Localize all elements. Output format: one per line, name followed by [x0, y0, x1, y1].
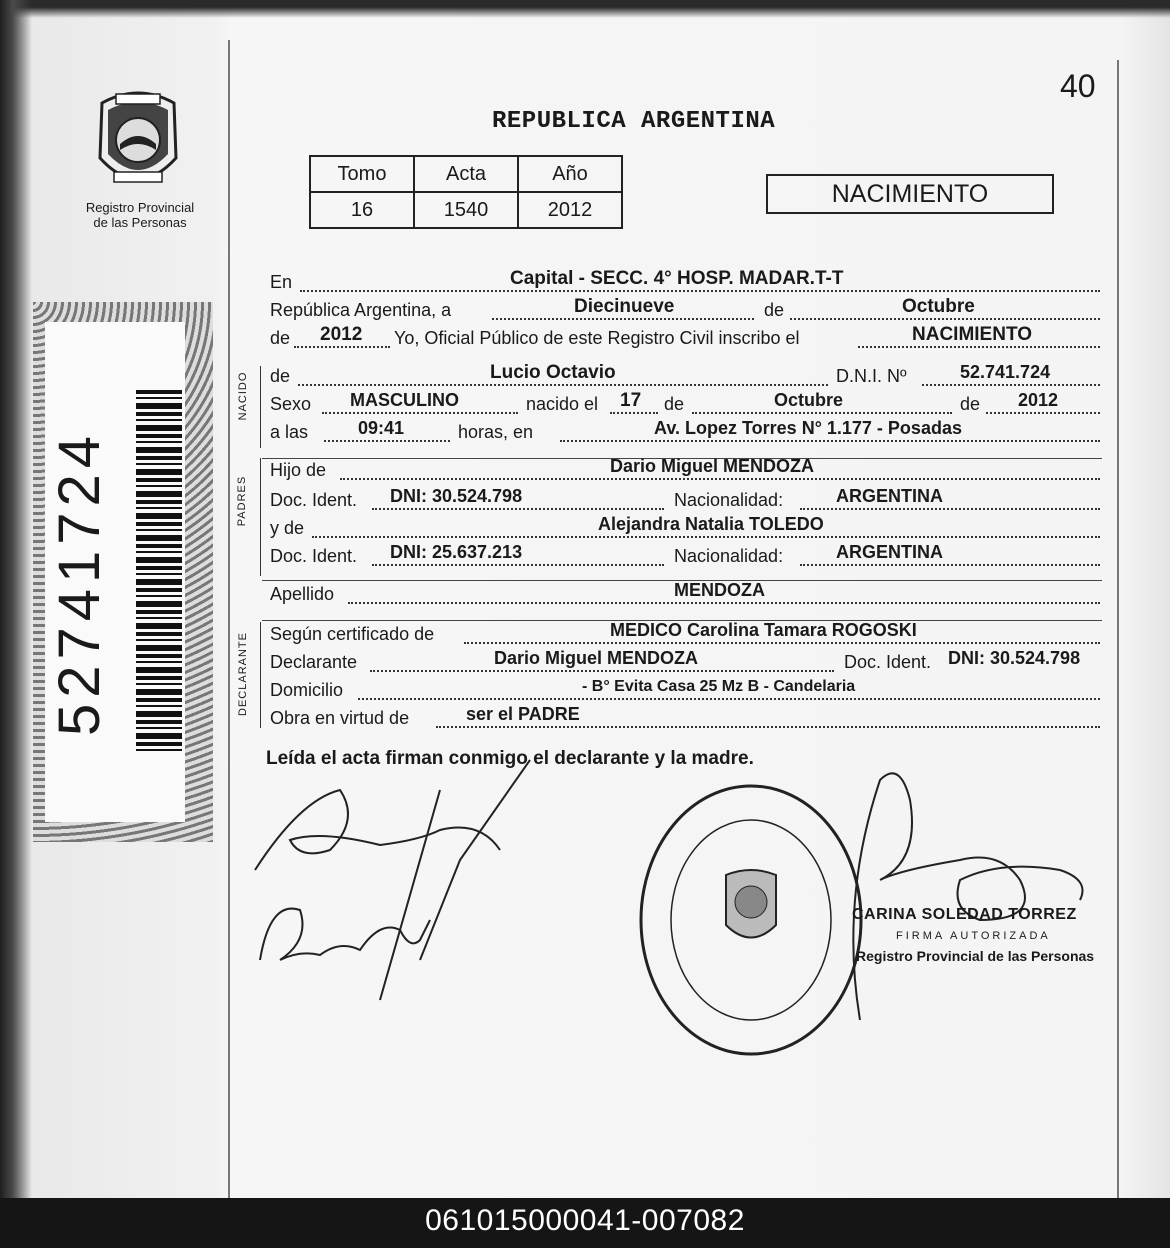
label-dni: D.N.I. Nº	[836, 366, 907, 386]
label-declarante: Declarante	[270, 652, 358, 672]
footer-code: 061015000041-007082	[425, 1204, 745, 1237]
value-domicilio: - B° Evita Casa 25 Mz B - Candelaria	[582, 678, 856, 695]
document-title: REPUBLICA ARGENTINA	[492, 108, 776, 135]
label-sexo: Sexo	[270, 394, 312, 414]
value-madre-nac: ARGENTINA	[836, 542, 943, 562]
ref-header-anio: Año	[518, 156, 622, 192]
value-declarante: Dario Miguel MENDOZA	[494, 648, 699, 668]
value-sexo: MASCULINO	[350, 390, 459, 410]
value-lugar: Av. Lopez Torres N° 1.177 - Posadas	[654, 418, 962, 438]
label-segun: Según certificado de	[270, 624, 435, 644]
label-republica: República Argentina, a	[270, 300, 452, 320]
label-docident: Doc. Ident.	[270, 490, 358, 510]
official-office: Registro Provincial de las Personas	[856, 948, 1095, 964]
official-name: CARINA SOLEDAD TORREZ	[852, 906, 1077, 923]
signature-stroke	[420, 760, 530, 960]
section-label-declarante: DECLARANTE	[237, 632, 249, 716]
ref-header-tomo: Tomo	[310, 156, 414, 192]
official-role: FIRMA AUTORIZADA	[896, 930, 1051, 942]
label-domicilio: Domicilio	[270, 680, 344, 700]
value-padre-nac: ARGENTINA	[836, 486, 943, 506]
value-anio: 2012	[320, 324, 363, 345]
value-madre: Alejandra Natalia TOLEDO	[598, 514, 824, 534]
label-de: de	[764, 300, 785, 320]
label-docident3: Doc. Ident.	[844, 652, 932, 672]
value-madre-doc: DNI: 25.637.213	[390, 542, 523, 562]
label-hijo: Hijo de	[270, 460, 327, 480]
record-type-box: NACIMIENTO	[766, 174, 1054, 214]
closing-statement: Leída el acta firman conmigo el declarante y la madre.	[266, 748, 754, 769]
value-padre: Dario Miguel MENDOZA	[610, 456, 815, 476]
label-docident2: Doc. Ident.	[270, 546, 358, 566]
value-apellido: MENDOZA	[674, 580, 765, 600]
value-dia: Diecinueve	[574, 296, 675, 317]
label-nacido: nacido el	[526, 394, 599, 414]
value-nacido-anio: 2012	[1018, 390, 1059, 410]
label-nacionalidad: Nacionalidad:	[674, 490, 784, 510]
label-alas: a las	[270, 422, 309, 442]
registry-line-2: de las Personas	[93, 215, 187, 230]
value-mes: Octubre	[902, 296, 975, 317]
value-dni: 52.741.724	[960, 362, 1051, 382]
page-number: 40	[1060, 68, 1096, 104]
value-nombre: Lucio Octavio	[490, 362, 616, 383]
label-en: En	[270, 272, 293, 292]
label-oficial: Yo, Oficial Público de este Registro Civil inscribo el	[394, 328, 800, 348]
ref-value-acta: 1540	[414, 192, 518, 228]
value-hora: 09:41	[358, 418, 405, 438]
label-de-mes: de	[664, 394, 685, 414]
value-nacido-mes: Octubre	[774, 390, 844, 410]
value-obra: ser el PADRE	[466, 704, 580, 724]
barcode-number: 52741724	[47, 429, 112, 737]
signature-declarante	[255, 790, 500, 870]
registry-line-1: Registro Provincial	[85, 200, 195, 215]
label-nacionalidad2: Nacionalidad:	[674, 546, 784, 566]
label-de-anio2: de	[960, 394, 981, 414]
value-certificado: MEDICO Carolina Tamara ROGOSKI	[610, 620, 917, 640]
label-de-anio: de	[270, 328, 291, 348]
label-de-nombre: de	[270, 366, 291, 386]
value-padre-doc: DNI: 30.524.798	[390, 486, 523, 506]
footer-code-bar	[0, 1198, 1170, 1248]
ref-value-anio: 2012	[518, 192, 622, 228]
signature-oficial	[853, 773, 1082, 1020]
signature-stroke	[380, 790, 440, 1000]
label-horas: horas, en	[458, 422, 534, 442]
value-en: Capital - SECC. 4° HOSP. MADAR.T-T	[510, 268, 844, 289]
ref-header-acta: Acta	[414, 156, 518, 192]
label-apellido: Apellido	[270, 584, 335, 604]
value-declarante-doc: DNI: 30.524.798	[948, 648, 1081, 668]
section-label-nacido: NACIDO	[237, 371, 249, 421]
label-obra: Obra en virtud de	[270, 708, 410, 728]
value-inscribo: NACIMIENTO	[912, 324, 1032, 345]
section-label-padres: PADRES	[236, 475, 248, 527]
label-yde: y de	[270, 518, 305, 538]
ref-value-tomo: 16	[310, 192, 414, 228]
value-nacido-dia: 17	[620, 390, 642, 411]
